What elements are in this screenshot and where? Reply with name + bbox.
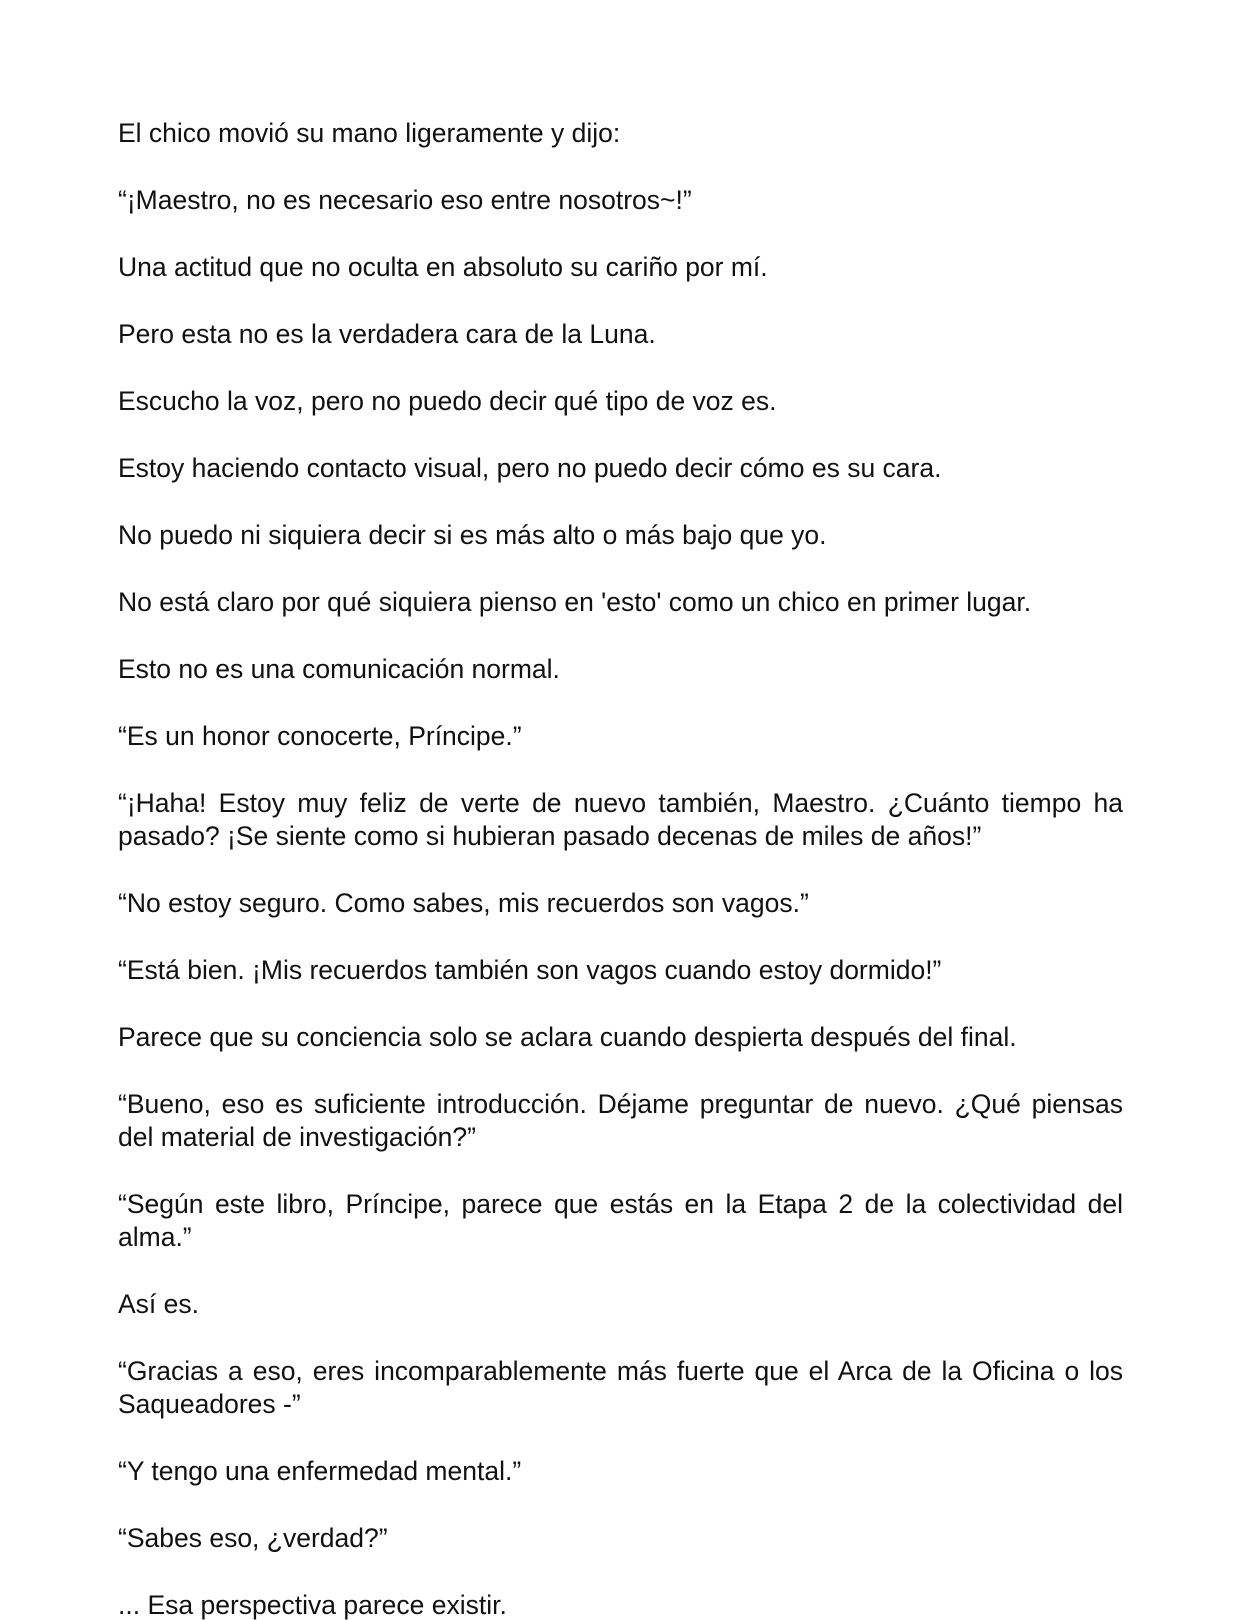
paragraph: Parece que su conciencia solo se aclara cuando despierta después del final. <box>118 1022 1017 1052</box>
paragraph: “Está bien. ¡Mis recuerdos también son vagos cuando estoy dormido!” <box>118 955 942 985</box>
paragraph: “Y tengo una enfermedad mental.” <box>118 1456 522 1486</box>
document-text <box>118 117 1123 1620</box>
paragraph: “Según este libro, Príncipe, parece que estás en la Etapa 2 de la colectividad del alma.” <box>118 1189 1123 1252</box>
paragraph: “Es un honor conocerte, Príncipe.” <box>118 721 522 751</box>
paragraph: No está claro por qué siquiera pienso en 'esto' como un chico en primer lugar. <box>118 587 1032 617</box>
paragraph: “Gracias a eso, eres incomparablemente más fuerte que el Arca de la Oficina o los Saqueadores -” <box>118 1356 1123 1419</box>
paragraph: “Bueno, eso es suficiente introducción. Déjame preguntar de nuevo. ¿Qué piensas del material de investigación?” <box>118 1089 1123 1152</box>
paragraph: “Sabes eso, ¿verdad?” <box>118 1523 388 1553</box>
paragraph: “¡Haha! Estoy muy feliz de verte de nuevo también, Maestro. ¿Cuánto tiempo ha pasado? ¡Se siente como si hubieran pasado decenas de miles de años!” <box>118 788 1123 851</box>
paragraph: El chico movió su mano ligeramente y dijo: <box>118 118 621 148</box>
paragraph: No puedo ni siquiera decir si es más alto o más bajo que yo. <box>118 520 827 550</box>
paragraph: “No estoy seguro. Como sabes, mis recuerdos son vagos.” <box>118 888 809 918</box>
paragraph: Pero esta no es la verdadera cara de la Luna. <box>118 319 656 349</box>
paragraph: ... Esa perspectiva parece existir. <box>118 1590 507 1620</box>
paragraph: “¡Maestro, no es necesario eso entre nosotros~!” <box>118 185 692 215</box>
paragraph: Estoy haciendo contacto visual, pero no puedo decir cómo es su cara. <box>118 453 942 483</box>
paragraph: Escucho la voz, pero no puedo decir qué tipo de voz es. <box>118 386 777 416</box>
paragraph: Así es. <box>118 1289 200 1319</box>
paragraph: Esto no es una comunicación normal. <box>118 654 560 684</box>
paragraph: Una actitud que no oculta en absoluto su cariño por mí. <box>118 252 768 282</box>
